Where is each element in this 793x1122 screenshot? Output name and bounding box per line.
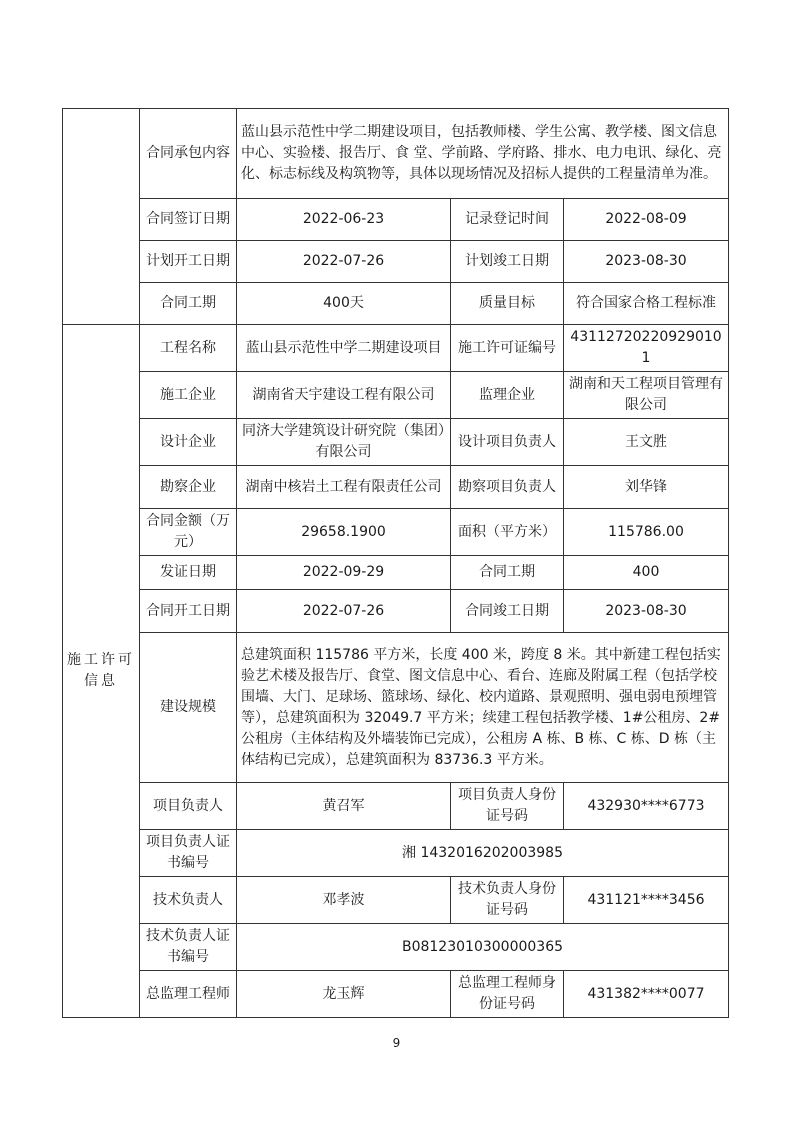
field-value: 432930****6773 [564,783,729,830]
field-label: 设计企业 [140,419,237,466]
table-row [63,466,729,509]
field-value: 2022-07-26 [237,590,451,633]
table-row [63,509,729,556]
field-label: 项目负责人身份证号码 [451,783,564,830]
field-label: 计划竣工日期 [451,241,564,283]
field-value: 湖南和天工程项目管理有限公司 [564,372,729,419]
field-label: 监理企业 [451,372,564,419]
table-row [63,241,729,283]
field-label: 项目负责人 [140,783,237,830]
field-value: 符合国家合格工程标准 [564,283,729,325]
field-value: 2022-09-29 [237,556,451,590]
field-label: 合同承包内容 [140,109,237,199]
field-value: 431127202209290101 [564,325,729,372]
field-label: 施工许可证编号 [451,325,564,372]
table-row [63,830,729,877]
table-row [63,199,729,241]
table-row [63,325,729,372]
field-label: 合同工期 [451,556,564,590]
table-row [63,556,729,590]
field-label: 合同签订日期 [140,199,237,241]
field-label: 合同开工日期 [140,590,237,633]
table-row [63,109,729,199]
table-row [63,783,729,830]
field-value: 龙玉辉 [237,971,451,1018]
field-value: 431382****0077 [564,971,729,1018]
field-label: 合同金额（万元） [140,509,237,556]
section-label: 施工许可信息 [63,325,140,1018]
table-row [63,283,729,325]
field-value: 湘 1432016202003985 [237,830,729,877]
field-label: 合同工期 [140,283,237,325]
table-row [63,633,729,783]
field-value: 湖南中核岩土工程有限责任公司 [237,466,451,509]
field-value: 400 [564,556,729,590]
field-value: 蓝山县示范性中学二期建设项目，包括教师楼、学生公寓、教学楼、图文信息中心、实验楼、报告厅、食 堂、学前路、学府路、排水、电力电讯、绿化、亮化、标志标线及构筑物等，具体以现场情况及招标人提供的工程量清单为准。 [237,109,729,199]
field-label: 记录登记时间 [451,199,564,241]
field-label: 技术负责人 [140,877,237,924]
field-value: 蓝山县示范性中学二期建设项目 [237,325,451,372]
field-value: 431121****3456 [564,877,729,924]
table-row [63,372,729,419]
table-row [63,590,729,633]
field-label: 施工企业 [140,372,237,419]
field-label: 设计项目负责人 [451,419,564,466]
field-label: 工程名称 [140,325,237,372]
field-value: 刘华锋 [564,466,729,509]
field-value: 2023-08-30 [564,241,729,283]
field-value: 邓孝波 [237,877,451,924]
page-number: 9 [392,1036,401,1050]
field-value: 29658.1900 [237,509,451,556]
field-label: 合同竣工日期 [451,590,564,633]
field-value: 2022-07-26 [237,241,451,283]
field-value: 2023-08-30 [564,590,729,633]
field-value: 400天 [237,283,451,325]
field-label: 发证日期 [140,556,237,590]
field-value: 黄召军 [237,783,451,830]
table-row [63,924,729,971]
section-cell-blank [63,109,140,325]
field-value: 湖南省天宇建设工程有限公司 [237,372,451,419]
field-label: 总监理工程师身份证号码 [451,971,564,1018]
field-value: 同济大学建筑设计研究院（集团）有限公司 [237,419,451,466]
table-row [63,419,729,466]
field-label: 技术负责人身份证号码 [451,877,564,924]
field-label: 建设规模 [140,633,237,783]
table-row [63,877,729,924]
field-label: 勘察项目负责人 [451,466,564,509]
field-label: 计划开工日期 [140,241,237,283]
project-info-table [62,108,729,1018]
field-label: 项目负责人证书编号 [140,830,237,877]
field-label: 勘察企业 [140,466,237,509]
field-value: 2022-08-09 [564,199,729,241]
field-label: 技术负责人证书编号 [140,924,237,971]
field-value: B08123010300000365 [237,924,729,971]
table-row [63,971,729,1018]
field-value: 总建筑面积 115786 平方米，长度 400 米，跨度 8 米。其中新建工程包括实验艺术楼及报告厅、食堂、图文信息中心、看台、连廊及附属工程（包括学校围墙、大门、足球场、篮球场、绿化、校内道路、景观照明、强电弱电预埋管等），总建筑面积为 32049.7 平方米；续建工程包括教学楼、1#公租房、2#公租房（主体结构及外墙装饰已完成），公租房 A 栋、B 栋、C 栋、D 栋（主体结构已完成），总建筑面积为 83736.3 平方米。 [237,633,729,783]
field-label: 总监理工程师 [140,971,237,1018]
field-label: 质量目标 [451,283,564,325]
field-label: 面积（平方米） [451,509,564,556]
field-value: 115786.00 [564,509,729,556]
field-value: 王文胜 [564,419,729,466]
field-value: 2022-06-23 [237,199,451,241]
